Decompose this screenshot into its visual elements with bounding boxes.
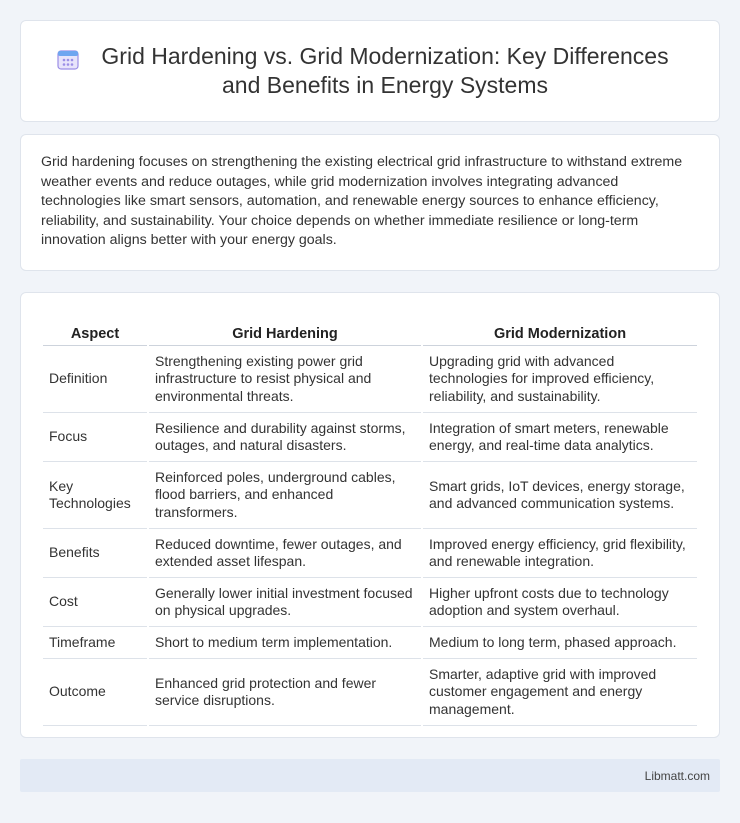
- table-row: [43, 529, 697, 578]
- table-row: [43, 627, 697, 659]
- row-aspect: Key Technologies: [43, 462, 147, 529]
- row-modernization: Improved energy efficiency, grid flexibility, and renewable integration.: [423, 529, 697, 578]
- row-hardening: Resilience and durability against storms, outages, and natural disasters.: [149, 413, 421, 462]
- row-modernization: Higher upfront costs due to technology adoption and system overhaul.: [423, 578, 697, 627]
- row-hardening: Generally lower initial investment focused on physical upgrades.: [149, 578, 421, 627]
- row-modernization: Integration of smart meters, renewable energy, and real-time data analytics.: [423, 413, 697, 462]
- row-aspect: Cost: [43, 578, 147, 627]
- intro-paragraph: Grid hardening focuses on strengthening the existing electrical grid infrastructure to withstand extreme weather events and reduce outages, while grid modernization involves integrating advanced technologies like smart sensors, automation, and renewable energy sources to enhance efficiency, reliability, and sustainability. Your choice depends on whether immediate resilience or long-term innovation aligns better with your energy goals.: [41, 154, 683, 249]
- table-header-row: [43, 313, 697, 346]
- footer-brand: Libmatt.com: [644, 768, 710, 783]
- header-grid-hardening: Grid Hardening: [149, 313, 421, 346]
- row-aspect: Timeframe: [43, 627, 147, 659]
- row-aspect: Benefits: [43, 529, 147, 578]
- row-hardening: Strengthening existing power grid infrastructure to resist physical and environmental threats.: [149, 346, 421, 413]
- table-row: [43, 578, 697, 627]
- row-aspect: Focus: [43, 413, 147, 462]
- row-hardening: Reinforced poles, underground cables, flood barriers, and enhanced transformers.: [149, 462, 421, 529]
- row-aspect: Definition: [43, 346, 147, 413]
- row-aspect: Outcome: [43, 659, 147, 726]
- intro-card: [20, 134, 720, 271]
- row-modernization: Upgrading grid with advanced technologies for improved efficiency, reliability, and sustainability.: [423, 346, 697, 413]
- page-title: Grid Hardening vs. Grid Modernization: Key Differences and Benefits in Energy Systems: [101, 43, 669, 98]
- comparison-card: [20, 292, 720, 738]
- footer: [20, 759, 720, 792]
- header-aspect: Aspect: [43, 313, 147, 346]
- table-row: [43, 462, 697, 529]
- row-hardening: Enhanced grid protection and fewer service disruptions.: [149, 659, 421, 726]
- table-row: [43, 413, 697, 462]
- row-modernization: Medium to long term, phased approach.: [423, 627, 697, 659]
- row-modernization: Smarter, adaptive grid with improved customer engagement and energy management.: [423, 659, 697, 726]
- table-row: [43, 659, 697, 726]
- comparison-table: [41, 313, 699, 726]
- header-grid-modernization: Grid Modernization: [423, 313, 697, 346]
- table-row: [43, 346, 697, 413]
- title-card: [20, 20, 720, 122]
- row-modernization: Smart grids, IoT devices, energy storage, and advanced communication systems.: [423, 462, 697, 529]
- row-hardening: Reduced downtime, fewer outages, and extended asset lifespan.: [149, 529, 421, 578]
- row-hardening: Short to medium term implementation.: [149, 627, 421, 659]
